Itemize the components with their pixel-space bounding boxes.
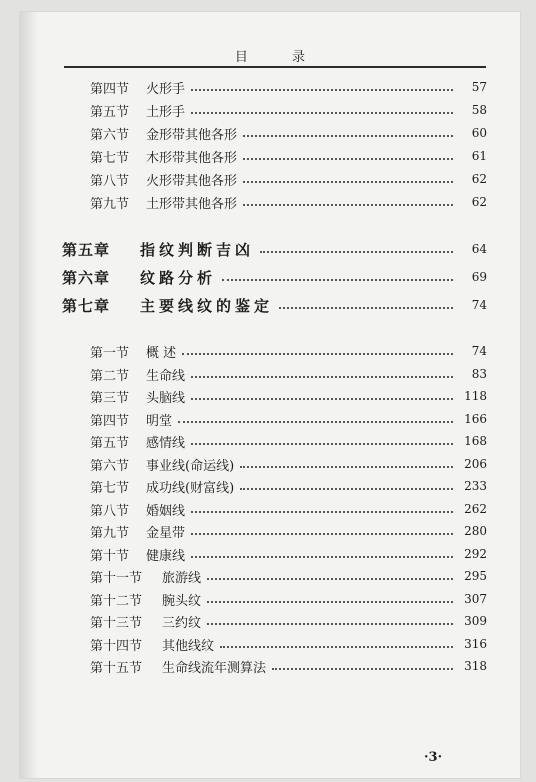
book-page — [20, 12, 520, 778]
entry-title: 健康线 — [146, 548, 186, 564]
dot-leader — [260, 251, 453, 253]
entry-page: 118 — [464, 389, 487, 403]
entry-number: 第一节 — [90, 345, 130, 361]
dot-leader — [240, 488, 453, 490]
entry-number: 第六节 — [90, 127, 130, 143]
toc-entry — [90, 76, 487, 98]
entry-title: 金星带 — [146, 525, 186, 541]
dot-leader — [191, 556, 453, 558]
toc-entry — [90, 430, 487, 452]
toc-entry — [90, 453, 487, 475]
toc-entry — [90, 340, 487, 362]
toc-entry — [90, 588, 487, 610]
entry-page: 206 — [464, 457, 487, 471]
entry-page: 309 — [464, 614, 487, 628]
entry-title: 婚姻线 — [146, 503, 186, 519]
entry-title: 成功线(财富线) — [146, 480, 235, 496]
toc-entry — [90, 655, 487, 677]
entry-title: 腕头纹 — [162, 593, 202, 609]
chapter-title: 指纹判断吉凶 — [140, 240, 255, 259]
entry-number: 第三节 — [90, 390, 130, 406]
chapter-page: 74 — [471, 298, 487, 312]
entry-page: 233 — [464, 479, 487, 493]
chapter-entry — [62, 266, 487, 288]
entry-page: 168 — [464, 434, 487, 448]
entry-number: 第七节 — [90, 480, 130, 496]
entry-number: 第五节 — [90, 104, 130, 120]
entry-number: 第十五节 — [90, 660, 143, 676]
entry-title: 头脑线 — [146, 390, 186, 406]
entry-page: 58 — [471, 103, 487, 117]
entry-title: 金形带其他各形 — [146, 127, 238, 143]
entry-page: 307 — [464, 592, 487, 606]
entry-page: 295 — [464, 569, 487, 583]
chapter-number: 第七章 — [62, 296, 111, 315]
dot-leader — [191, 89, 453, 91]
toc-entry — [90, 498, 487, 520]
dot-leader — [240, 466, 453, 468]
chapter-page: 69 — [471, 270, 487, 284]
toc-entry — [90, 385, 487, 407]
toc-entry — [90, 408, 487, 430]
entry-page: 262 — [464, 502, 487, 516]
dot-leader — [243, 204, 453, 206]
dot-leader — [243, 158, 453, 160]
entry-page: 61 — [471, 149, 487, 163]
entry-number: 第二节 — [90, 368, 130, 384]
dot-leader — [191, 112, 453, 114]
dot-leader — [243, 181, 453, 183]
dot-leader — [220, 646, 453, 648]
entry-number: 第七节 — [90, 150, 130, 166]
entry-page: 57 — [471, 80, 487, 94]
entry-title: 三约纹 — [162, 615, 202, 631]
entry-title: 土形手 — [146, 104, 186, 120]
entry-title: 事业线(命运线) — [146, 458, 235, 474]
chapter-number: 第六章 — [62, 268, 111, 287]
entry-page: 316 — [464, 637, 487, 651]
entry-page: 292 — [464, 547, 487, 561]
entry-title: 火形带其他各形 — [146, 173, 238, 189]
toc-entry — [90, 122, 487, 144]
toc-entry — [90, 543, 487, 565]
chapter-number: 第五章 — [62, 240, 111, 259]
toc-entry — [90, 168, 487, 190]
toc-entry — [90, 610, 487, 632]
entry-title: 明堂 — [146, 413, 173, 429]
entry-number: 第十一节 — [90, 570, 143, 586]
toc-entry — [90, 633, 487, 655]
dot-leader — [191, 376, 453, 378]
entry-number: 第六节 — [90, 458, 130, 474]
entry-number: 第十二节 — [90, 593, 143, 609]
dot-leader — [207, 578, 453, 580]
dot-leader — [243, 135, 453, 137]
entry-title: 感情线 — [146, 435, 186, 451]
toc-entry — [90, 520, 487, 542]
dot-leader — [178, 421, 453, 423]
entry-number: 第四节 — [90, 81, 130, 97]
entry-page: 318 — [464, 659, 487, 673]
entry-page: 83 — [471, 367, 487, 381]
entry-number: 第八节 — [90, 503, 130, 519]
dot-leader — [191, 398, 453, 400]
entry-number: 第十三节 — [90, 615, 143, 631]
page-gutter — [20, 12, 38, 778]
dot-leader — [207, 623, 453, 625]
dot-leader — [191, 443, 453, 445]
page-number: ·3· — [424, 750, 443, 765]
entry-number: 第四节 — [90, 413, 130, 429]
entry-page: 280 — [464, 524, 487, 538]
toc-entry — [90, 145, 487, 167]
chapter-page: 64 — [471, 242, 487, 256]
toc-entry — [90, 363, 487, 385]
entry-page: 74 — [471, 344, 487, 358]
entry-page: 62 — [471, 195, 487, 209]
page-title: 目 录 — [234, 50, 326, 65]
dot-leader — [191, 511, 453, 513]
toc-entry — [90, 191, 487, 213]
entry-page: 60 — [471, 126, 487, 140]
entry-number: 第八节 — [90, 173, 130, 189]
entry-number: 第九节 — [90, 196, 130, 212]
entry-number: 第九节 — [90, 525, 130, 541]
dot-leader — [279, 307, 453, 309]
toc-entry — [90, 475, 487, 497]
entry-title: 火形手 — [146, 81, 186, 97]
chapter-title: 纹路分析 — [140, 268, 217, 287]
entry-page: 166 — [464, 412, 487, 426]
dot-leader — [207, 601, 453, 603]
entry-title: 其他线纹 — [162, 638, 215, 654]
entry-number: 第十四节 — [90, 638, 143, 654]
chapter-entry — [62, 238, 487, 260]
entry-title: 概 述 — [146, 345, 177, 361]
chapter-title: 主要线纹的鉴定 — [140, 296, 274, 315]
dot-leader — [182, 353, 453, 355]
entry-title: 木形带其他各形 — [146, 150, 238, 166]
toc-entry — [90, 99, 487, 121]
dot-leader — [191, 533, 453, 535]
entry-title: 生命线 — [146, 368, 186, 384]
dot-leader — [272, 668, 453, 670]
entry-number: 第十节 — [90, 548, 130, 564]
toc-entry — [90, 565, 487, 587]
dot-leader — [222, 279, 453, 281]
entry-title: 土形带其他各形 — [146, 196, 238, 212]
entry-title: 生命线流年测算法 — [162, 660, 267, 676]
chapter-entry — [62, 294, 487, 316]
header-rule — [64, 66, 486, 68]
entry-number: 第五节 — [90, 435, 130, 451]
entry-title: 旅游线 — [162, 570, 202, 586]
entry-page: 62 — [471, 172, 487, 186]
